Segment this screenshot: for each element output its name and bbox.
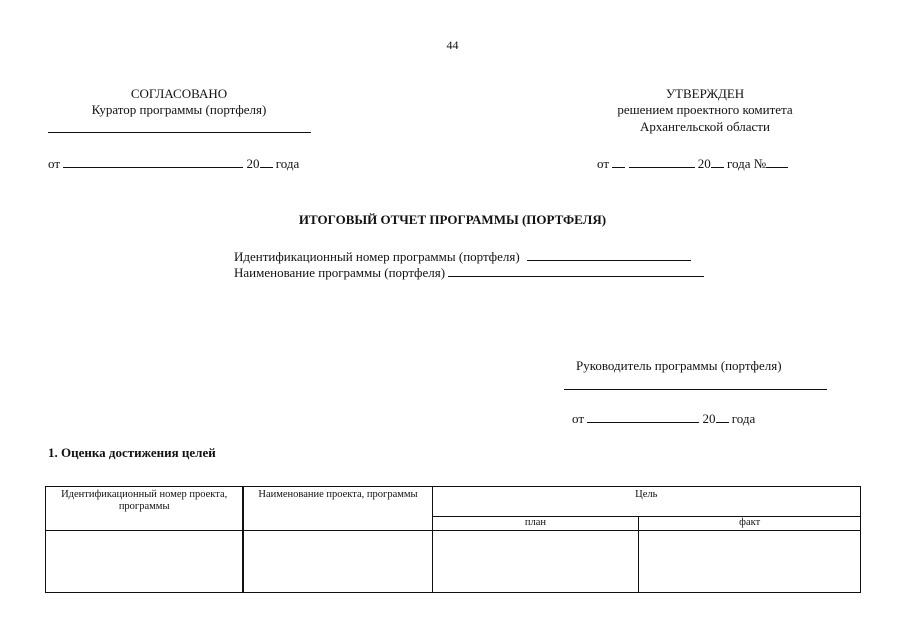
approved-date-suffix: года [275,156,300,171]
program-name-blank[interactable] [448,264,704,277]
confirmed-line1: решением проектного комитета [617,102,793,117]
confirmed-date-suffix: года [727,156,751,171]
manager-date-line [572,410,755,427]
approved-date-prefix: от [48,156,61,171]
program-id-blank[interactable] [527,248,691,261]
manager-signature-line [564,389,827,390]
goals-table [45,486,861,593]
approved-title: СОГЛАСОВАНО [130,86,228,101]
confirmed-line2: Архангельской области [640,119,770,134]
program-name-label: Наименование программы (портфеля) [234,265,446,280]
cell-id[interactable] [46,531,244,593]
curator-role: Куратор программы (портфеля) [91,102,267,117]
manager-date-suffix: года [731,411,756,426]
manager-date-prefix: от [572,411,585,426]
col-header-id: Идентификационный номер проекта, программы [46,487,244,531]
page-number: 44 [446,38,459,52]
col-header-name: Наименование проекта, программы [243,487,432,531]
confirmed-day-blank[interactable] [612,155,625,168]
report-title: ИТОГОВЫЙ ОТЧЕТ ПРОГРАММЫ (ПОРТФЕЛЯ) [298,212,607,227]
cell-name[interactable] [243,531,432,593]
confirmed-number-blank[interactable] [766,155,788,168]
confirmed-month-blank[interactable] [629,155,695,168]
confirmed-date-prefix: от [597,156,610,171]
approved-date-year: 20 [246,156,260,171]
approved-date-blank[interactable] [63,155,243,168]
table-row [46,531,861,593]
manager-role: Руководитель программы (портфеля) [576,358,782,373]
program-id-label: Идентификационный номер программы (портфеля) [234,249,520,264]
program-id-line [234,248,691,265]
approved-year-blank[interactable] [260,155,273,168]
cell-fact[interactable] [639,531,861,593]
approved-date-line [48,155,299,172]
confirmed-title: УТВЕРЖДЕН [665,86,745,101]
manager-date-blank[interactable] [587,410,699,423]
manager-year-blank[interactable] [716,410,729,423]
cell-plan[interactable] [432,531,639,593]
confirmed-date-year: 20 [697,156,711,171]
col-header-fact: факт [639,517,861,531]
col-header-goal: Цель [432,487,860,517]
col-header-plan: план [432,517,639,531]
section-heading: 1. Оценка достижения целей [48,445,216,460]
manager-date-year: 20 [702,411,716,426]
confirmed-date-line [597,155,788,172]
confirmed-year-blank[interactable] [711,155,724,168]
curator-signature-line [48,132,311,133]
program-name-line [234,264,704,281]
confirmed-number-sign: № [753,156,767,171]
